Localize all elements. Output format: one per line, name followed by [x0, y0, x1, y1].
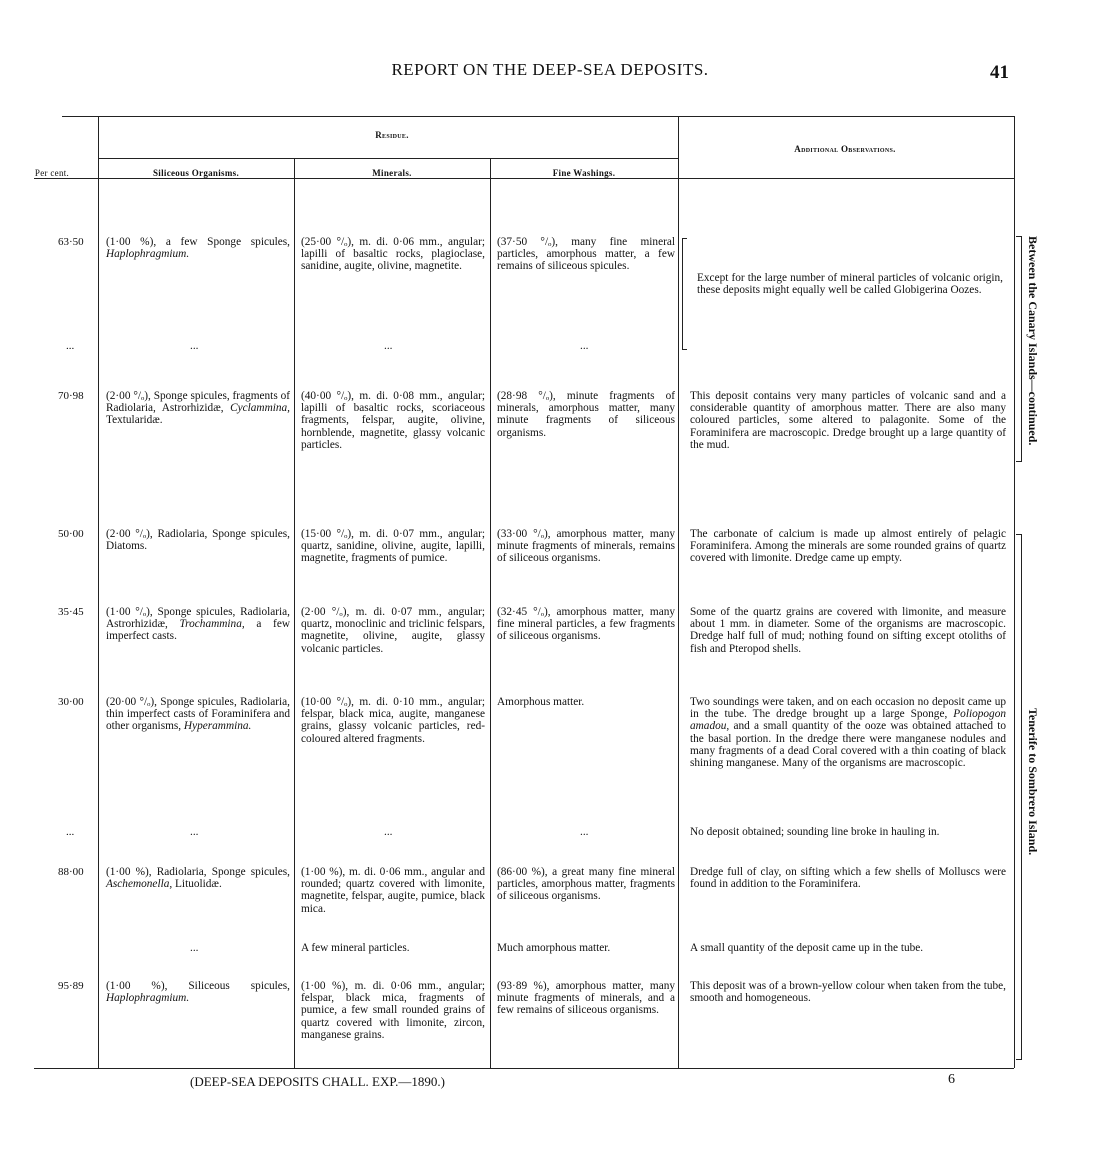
row-2-siliceous: ...: [190, 340, 199, 352]
col-divider-4: [678, 116, 679, 1068]
row-7-siliceous: ...: [190, 826, 199, 838]
row-3-minerals: (40·00 °/ₒ), m. di. 0·08 mm., angular; lapilli of basaltic rocks, scoriaceous fragments, felspar, augite, olivine, hornblende, magnetite, glassy volcanic particles.: [301, 390, 485, 451]
residue-header: Residue.: [375, 130, 409, 140]
row-1-minerals: (25·00 °/ₒ), m. di. 0·06 mm., angular; lapilli of basaltic rocks, plagioclase, sanidine, augite, olivine, magnetite.: [301, 236, 485, 273]
footer-imprint: (DEEP-SEA DEPOSITS CHALL. EXP.—1890.): [190, 1074, 445, 1089]
row-9-siliceous: ...: [190, 942, 199, 954]
col-divider-3: [490, 158, 491, 1068]
row-3-fine-washings: (28·98 °/ₒ), minute fragments of minerals, amorphous matter, many minute fragments of siliceous organisms.: [497, 390, 675, 439]
table-top-rule: [62, 116, 1014, 117]
row-5-minerals: (2·00 °/ₒ), m. di. 0·07 mm., angular; quartz, monoclinic and triclinic felspars, magnetite, olivine, augite, glassy volcanic particles.: [301, 606, 485, 655]
row-4-minerals: (15·00 °/ₒ), m. di. 0·07 mm., angular; quartz, sanidine, olivine, augite, lapilli, magnetite, fragments of pumice.: [301, 528, 485, 565]
row-4-fine-washings: (33·00 °/ₒ), amorphous matter, many minute fragments of minerals, remains of siliceous organisms.: [497, 528, 675, 565]
col-divider-1: [98, 116, 99, 1068]
row-6-siliceous: (20·00 °/ₒ), Sponge spicules, Radiolaria, thin imperfect casts of Foraminifera and other organisms, Hyperammina.: [106, 696, 290, 733]
footer-signature-number: 6: [948, 1072, 955, 1087]
running-title: REPORT ON THE DEEP-SEA DEPOSITS.: [391, 60, 709, 79]
row-10-fine-washings: (93·89 %), amorphous matter, many minute fragments of minerals, and a few remains of siliceous organisms.: [497, 980, 675, 1017]
minerals-header: Minerals.: [372, 168, 412, 178]
row-7-fine-washings: ...: [580, 826, 589, 838]
row-4-observations: The carbonate of calcium is made up almost entirely of pelagic Foraminifera. Among the minerals are some rounded grains of quartz covered with limonite. Dredge came up empty.: [690, 528, 1006, 565]
tenerife-sombrero-brace: [1016, 534, 1022, 1060]
row-1-fine-washings: (37·50 °/ₒ), many fine mineral particles, amorphous matter, a few remains of siliceous spicules.: [497, 236, 675, 273]
row-8-siliceous: (1·00 %), Radiolaria, Sponge spicules, Aschemonella, Lituolidæ.: [106, 866, 290, 891]
row-1-siliceous: (1·00 %), a few Sponge spicules, Haplophragmium.: [106, 236, 290, 261]
row-10-minerals: (1·00 %), m. di. 0·06 mm., angular; felspar, black mica, fragments of pumice, a few small rounded grains of quartz covered with limonite, zircon, manganese grains.: [301, 980, 485, 1041]
row-6-minerals: (10·00 °/ₒ), m. di. 0·10 mm., angular; felspar, black mica, augite, manganese grains, glassy volcanic particles, red-coloured altered fragments.: [301, 696, 485, 745]
side-label-tenerife-sombrero: Tenerife to Sombrero Island.: [1026, 708, 1040, 856]
row-3-observations: This deposit contains very many particles of volcanic sand and a considerable quantity of amorphous matter. There are also many coloured particles, some altered to palagonite. Some of the Foraminifera are macroscopic. Dredge brought up a large quantity of the mud.: [690, 390, 1006, 451]
row-6-percent: 30·00: [58, 696, 84, 708]
col-divider-5: [1014, 116, 1015, 1068]
per-cent-header: Per cent.: [34, 168, 70, 178]
row-4-percent: 50·00: [58, 528, 84, 540]
row-3-siliceous: (2·00 °/ₒ), Sponge spicules, fragments of Radiolaria, Astrorhizidæ, Cyclammina, Textularidæ.: [106, 390, 290, 427]
row-9-minerals: A few mineral particles.: [301, 942, 410, 954]
row-8-observations: Dredge full of clay, on sifting which a few shells of Molluscs were found in addition to the Foraminifera.: [690, 866, 1006, 891]
row-7-minerals: ...: [384, 826, 393, 838]
header-bottom-rule: [34, 178, 1014, 179]
row-8-minerals: (1·00 %), m. di. 0·06 mm., angular and rounded; quartz covered with limonite, magnetite, felspar, augite, pumice, black mica.: [301, 866, 485, 915]
side-label-canary-islands: Between the Canary Islands—continued.: [1026, 236, 1040, 446]
row-10-siliceous: (1·00 %), Siliceous spicules, Haplophragmium.: [106, 980, 290, 1005]
row-3-percent: 70·98: [58, 390, 84, 402]
fine-washings-header: Fine Washings.: [552, 168, 616, 178]
row-10-percent: 95·89: [58, 980, 84, 992]
row-5-percent: 35·45: [58, 606, 84, 618]
row-5-fine-washings: (32·45 °/ₒ), amorphous matter, many fine mineral particles, a few fragments of siliceous organisms.: [497, 606, 675, 643]
row-5-siliceous: (1·00 °/ₒ), Sponge spicules, Radiolaria, Astrorhizidæ, Trochammina, a few imperfect casts.: [106, 606, 290, 643]
row-6-fine-washings: Amorphous matter.: [497, 696, 585, 708]
row-9-observations: A small quantity of the deposit came up in the tube.: [690, 942, 924, 954]
row-2-percent: ...: [66, 340, 75, 352]
row-7-observations: No deposit obtained; sounding line broke in hauling in.: [690, 826, 940, 838]
row-9-fine-washings: Much amorphous matter.: [497, 942, 611, 954]
row-8-percent: 88·00: [58, 866, 84, 878]
row-8-fine-washings: (86·00 %), a great many fine mineral particles, amorphous matter, fragments of siliceous organisms.: [497, 866, 675, 903]
siliceous-organisms-header: Siliceous Organisms.: [152, 168, 239, 178]
col-divider-2: [294, 158, 295, 1068]
observation-brace-left: [682, 238, 687, 350]
additional-observations-header: Additional Observations.: [794, 144, 896, 154]
row-1-percent: 63·50: [58, 236, 84, 248]
row-6-observations: Two soundings were taken, and on each occasion no deposit came up in the tube. The dredge brought up a large Sponge, Poliopogon amadou, and a small quantity of the ooze was obtained attached to the basal portion. In the dredge there were manganese nodules and many fragments of a dead Coral covered with a thin coating of black shining manganese. Many of the organisms are macroscopic.: [690, 696, 1006, 770]
row-2-minerals: ...: [384, 340, 393, 352]
canary-islands-brace: [1016, 236, 1022, 462]
row-10-observations: This deposit was of a brown-yellow colour when taken from the tube, smooth and homogeneous.: [690, 980, 1006, 1005]
table-bottom-rule: [34, 1068, 1014, 1069]
row-4-siliceous: (2·00 °/ₒ), Radiolaria, Sponge spicules, Diatoms.: [106, 528, 290, 553]
residue-under-rule: [98, 158, 678, 159]
page-number: 41: [990, 62, 1009, 83]
row-7-percent: ...: [66, 826, 75, 838]
row-2-fine-washings: ...: [580, 340, 589, 352]
row-5-observations: Some of the quartz grains are covered with limonite, and measure about 1 mm. in diameter. Some of the organisms are macroscopic. Dredge half full of mud; nothing found on sifting except otoliths of fish and Pteropod shells.: [690, 606, 1006, 655]
bracketed-observation: Except for the large number of mineral particles of volcanic origin, these deposits might equally well be called Globigerina Oozes.: [697, 272, 1003, 297]
